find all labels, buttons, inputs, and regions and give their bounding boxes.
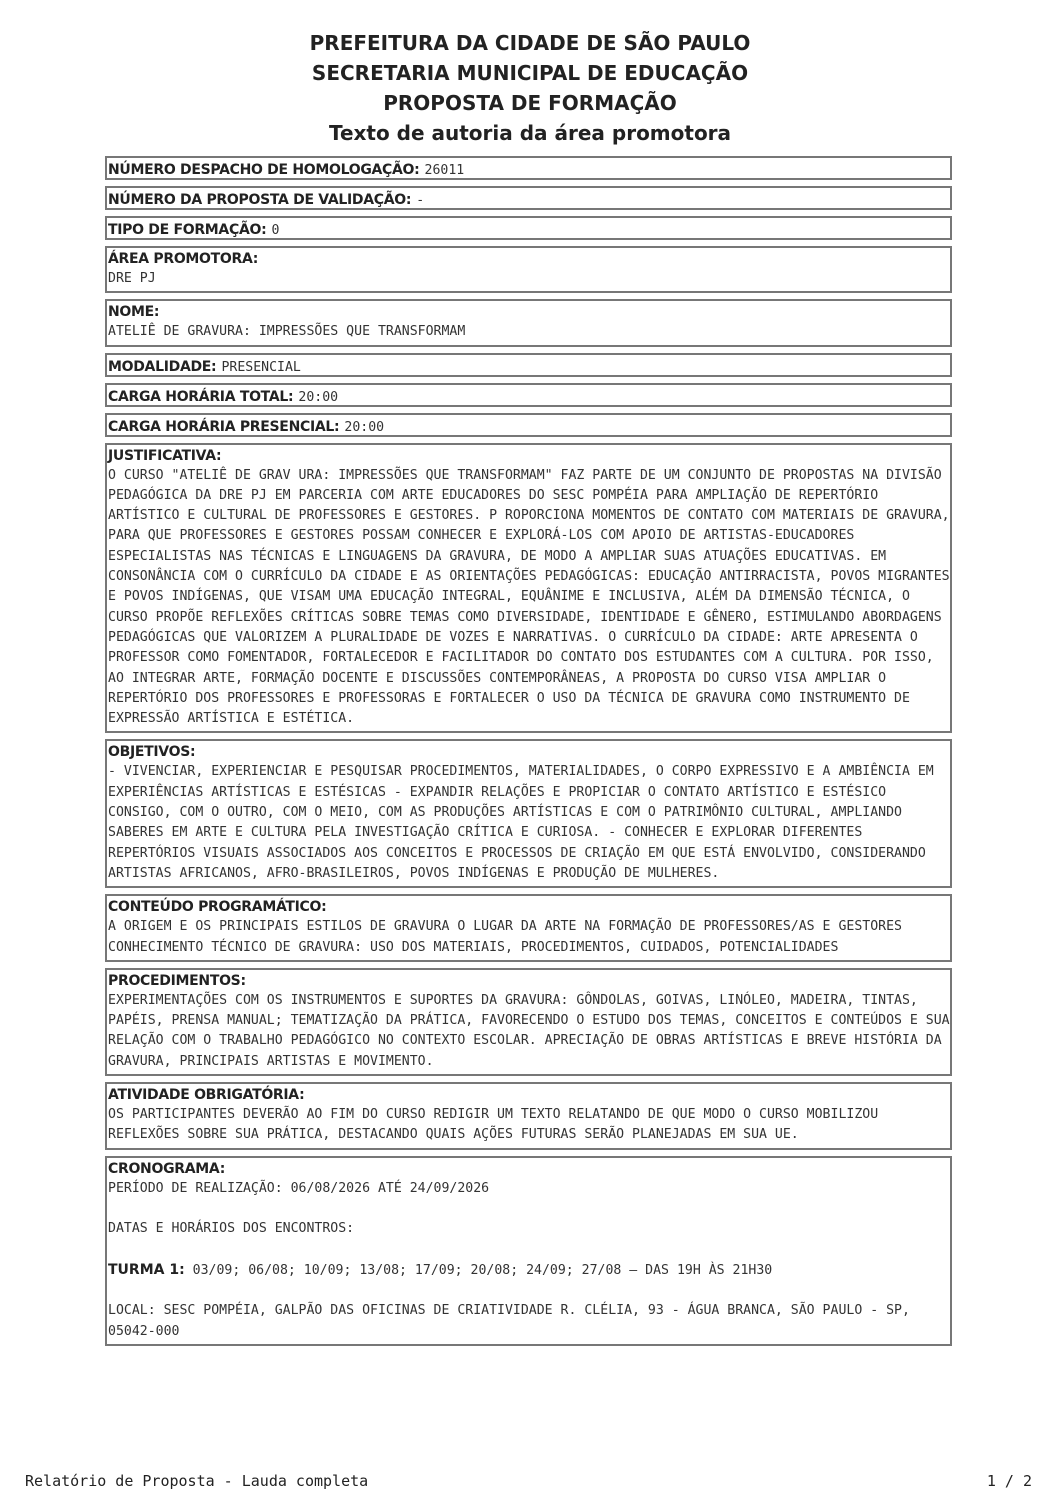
field-label: PROCEDIMENTOS: [108, 972, 246, 989]
header-secretaria: SECRETARIA MUNICIPAL DE EDUCAÇÃO [311, 61, 749, 85]
field-justificativa [105, 443, 952, 734]
cronograma-datas: DATAS E HORÁRIOS DOS ENCONTROS: [108, 1221, 355, 1237]
field-value: - VIVENCIAR, EXPERIENCIAR E PESQUISAR PROCEDIMENTOS, MATERIALIDADES, O CORPO EXPRESSIVO E A AMBIÊNCIA EM EXPERIÊNCIAS ARTÍSTICAS E ESTÉSICAS - EXPANDIR RELAÇÕES E PROPICIAR O CONTATO ARTÍSTICO E ESTÉSICO CONSIGO, COM O OUTRO, COM O MEIO, COM AS PRODUÇÕES ARTÍSTICAS E COM O PATRIMÔNIO CULTURAL, AMPLIANDO SABERES EM ARTE E CULTURA PELA INVESTIGAÇÃO CRÍTICA E CURIOSA. - CONHECER E EXPLORAR DIFERENTES REPERTÓRIOS VISUAIS ASSOCIADOS AOS CONCEITOS E PROCESSOS DE CRIAÇÃO EM QUE ESTÁ ENVOLVIDO, CONSIDERANDO ARTISTAS AFRICANOS, AFRO-BRASILEIROS, POVOS INDÍGENAS E PRODUÇÃO DE MULHERES. [108, 764, 934, 881]
field-cronograma [105, 1156, 952, 1346]
field-despacho [105, 156, 952, 180]
field-value: ATELIÊ DE GRAVURA: IMPRESSÕES QUE TRANSFORMAM [108, 324, 466, 340]
cronograma-turma [108, 1260, 950, 1281]
field-value: - [416, 193, 425, 208]
turma-label: TURMA 1: [108, 1261, 185, 1278]
field-modalidade [105, 353, 952, 377]
field-value: OS PARTICIPANTES DEVERÃO AO FIM DO CURSO REDIGIR UM TEXTO RELATANDO DE QUE MODO O CURSO MOBILIZOU REFLEXÕES SOBRE SUA PRÁTICA, DESTACANDO QUAIS AÇÕES FUTURAS SERÃO PLANEJADAS EM SUA UE. [108, 1107, 879, 1143]
cronograma-periodo: PERÍODO DE REALIZAÇÃO: 06/08/2026 ATÉ 24/09/2026 [108, 1180, 490, 1196]
field-conteudo [105, 894, 952, 962]
field-label: TIPO DE FORMAÇÃO: [108, 222, 267, 238]
field-carga-total [105, 383, 952, 407]
field-label: OBJETIVOS: [108, 744, 196, 761]
field-nome [105, 299, 952, 346]
field-label: ATIVIDADE OBRIGATÓRIA: [108, 1087, 305, 1104]
header-prefeitura: PREFEITURA DA CIDADE DE SÃO PAULO [309, 31, 751, 55]
turma-dates: 03/09; 06/08; 10/09; 13/08; 17/09; 20/08; 24/09; 27/08 — DAS 19H ÀS 21H30 [184, 1262, 773, 1278]
header-subtitle: Texto de autoria da área promotora [328, 121, 732, 145]
field-atividade [105, 1082, 952, 1150]
field-value: 26011 [424, 163, 465, 178]
proposal-form [105, 156, 952, 1352]
page-number: 1 / 2 [986, 1472, 1032, 1490]
field-value: PRESENCIAL [221, 359, 301, 375]
field-label: MODALIDADE: [108, 358, 217, 375]
field-label: CRONOGRAMA: [108, 1160, 226, 1177]
field-value: A ORIGEM E OS PRINCIPAIS ESTILOS DE GRAVURA O LUGAR DA ARTE NA FORMAÇÃO DE PROFESSORES/AS E GESTORES CONHECIMENTO TÉCNICO DE GRAVURA: USO DOS MATERIAIS, PROCEDIMENTOS, CUIDADOS, POTENCIALIDADES [108, 919, 902, 955]
field-value: O CURSO "ATELIÊ DE GRAV URA: IMPRESSÕES QUE TRANSFORMAM" FAZ PARTE DE UM CONJUNTO DE PROPOSTAS NA DIVISÃO PEDAGÓGICA DA DRE PJ EM PARCERIA COM ARTE EDUCADORES DO SESC POMPÉIA PARA AMPLIAÇÃO DE REPERTÓRIO ARTÍSTICO E CULTURAL DE PROFESSORES E GESTORES. P ROPORCIONA MOMENTOS DE CONTATO COM MATERIAIS DE GRAVURA, PARA QUE PROFESSORES E GESTORES POSSAM CONHECER E EXPLORÁ-LOS COM APOIO DE ARTISTAS-EDUCADORES ESPECIALISTAS NAS TÉCNICAS E LINGUAGENS DA GRAVURA, DE MODO A AMPLIAR SUAS ATUAÇÕES EDUCATIVAS. EM CONSONÂNCIA COM O CURRÍCULO DA CIDADE E AS ORIENTAÇÕES PEDAGÓGICAS: EDUCAÇÃO ANTIRRACISTA, POVOS MIGRANTES E POVOS INDÍGENAS, QUE VISAM UMA EDUCAÇÃO INTEGRAL, EQUÂNIME E INCLUSIVA, ALÉM DA DIMENSÃO TÉCNICA, O CURSO PROPÕE REFLEXÕES CRÍTICAS SOBRE TEMAS COMO DIVERSIDADE, IDENTIDADE E GÊNERO, ESTIMULANDO ABORDAGENS PEDAGÓGICAS QUE VALORIZEM A PLURALIDADE DE VOZES E NARRATIVAS. O CURRÍCULO DA CIDADE: ARTE APRESENTA O PROFESSOR COMO FOMENTADOR, FORTALECEDOR E FACILITADOR DO CONTATO DOS ESTUDANTES COM A CULTURA. POR ISSO, AO INTEGRAR ARTE, FORMAÇÃO DOCENTE E DISCUSSÕES CONTEMPORÂNEAS, A PROPOSTA DO CURSO VISA AMPLIAR O REPERTÓRIO DOS PROFESSORES E PROFESSORAS E FORTALECER O USO DA TÉCNICA DE GRAVURA COMO INSTRUMENTO DE EXPRESSÃO ARTÍSTICA E ESTÉTICA. [108, 467, 950, 727]
field-label: CARGA HORÁRIA PRESENCIAL: [108, 418, 340, 435]
field-label: NOME: [108, 304, 160, 321]
field-procedimentos [105, 968, 952, 1076]
field-carga-presencial [105, 413, 952, 437]
field-label: JUSTIFICATIVA: [108, 447, 222, 464]
field-tipo [105, 216, 952, 240]
field-label: NÚMERO DESPACHO DE HOMOLOGAÇÃO: [108, 162, 420, 178]
field-label: CONTEÚDO PROGRAMÁTICO: [108, 899, 327, 916]
field-objetivos [105, 739, 952, 888]
field-label: ÁREA PROMOTORA: [108, 251, 259, 267]
field-label: CARGA HORÁRIA TOTAL: [108, 388, 294, 405]
field-area-promotora [105, 246, 952, 293]
field-label: NÚMERO DA PROPOSTA DE VALIDAÇÃO: [108, 192, 412, 208]
field-value: 20:00 [298, 389, 339, 405]
header-proposta: PROPOSTA DE FORMAÇÃO [383, 91, 677, 115]
field-value: 20:00 [344, 419, 385, 435]
document-header [0, 28, 1060, 148]
field-validacao [105, 186, 952, 210]
cronograma-local: LOCAL: SESC POMPÉIA, GALPÃO DAS OFICINAS DE CRIATIVIDADE R. CLÉLIA, 93 - ÁGUA BRANCA, SÃO PAULO - SP, 05042-000 [108, 1303, 910, 1339]
field-value: DRE PJ [108, 271, 156, 286]
footer-report-title: Relatório de Proposta - Lauda completa [25, 1472, 369, 1490]
field-value: EXPERIMENTAÇÕES COM OS INSTRUMENTOS E SUPORTES DA GRAVURA: GÔNDOLAS, GOIVAS, LINÓLEO, MADEIRA, TINTAS, PAPÉIS, PRENSA MANUAL; TEMATIZAÇÃO DA PRÁTICA, FAVORECENDO O ESTUDO DOS TEMAS, CONCEITOS E CONTEÚDOS E SUA RELAÇÃO COM O TRABALHO PEDAGÓGICO NO CONTEXTO ESCOLAR. APRECIAÇÃO DE OBRAS ARTÍSTICAS E BREVE HISTÓRIA DA GRAVURA, PRINCIPAIS ARTISTAS E MOVIMENTO. [108, 992, 950, 1069]
page-footer [25, 1472, 1032, 1490]
field-value: 0 [271, 223, 280, 238]
